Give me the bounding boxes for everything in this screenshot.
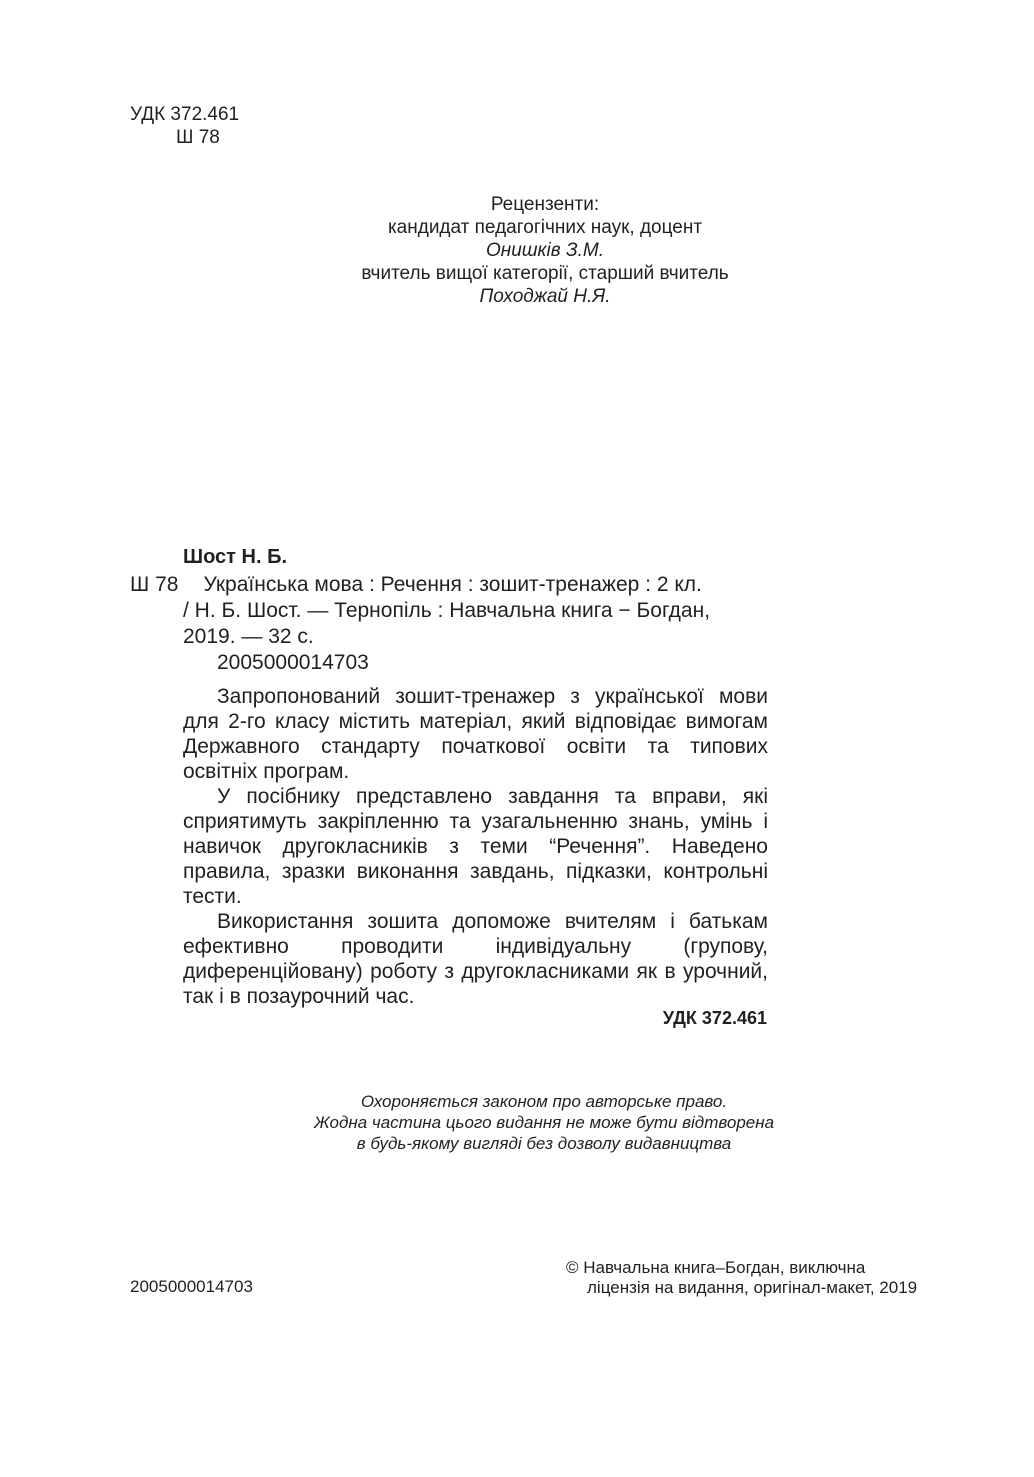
- copyright-line2: Жодна частина цього видання не може бути відтворена: [313, 1113, 775, 1132]
- description-p3: Використання зошита допоможе вчителям і батькам ефективно проводити індивідуальну (групову, диференційовану) роботу з другокласниками як в урочний, так і в позаурочний час.: [183, 910, 768, 1008]
- catalog-author: Шост Н. Б.: [183, 546, 288, 568]
- udk-block: [130, 103, 239, 149]
- reviewers-heading: Рецензенти:: [490, 194, 600, 215]
- catalog-entry: [130, 572, 710, 676]
- isbn-bottom: 2005000014703: [130, 1277, 253, 1296]
- copyright-line3: в будь-якому вигляді без дозволу видавництва: [356, 1134, 732, 1153]
- udk-code: УДК 372.461: [130, 104, 240, 125]
- reviewer1-name: Онишків З.М.: [485, 240, 604, 261]
- catalog-line1: Українська мова : Речення : зошит-тренажер : 2 кл.: [203, 573, 702, 596]
- reviewer2-title: вчитель вищої категорії, старший вчитель: [361, 263, 729, 284]
- reviewers-block: [290, 193, 800, 308]
- udk-bottom: УДК 372.461: [662, 1008, 767, 1028]
- publisher-line1: © Навчальна книга–Богдан, виключна: [566, 1258, 866, 1277]
- description: [183, 684, 768, 1009]
- publisher-block: [566, 1258, 917, 1298]
- reviewer1-title: кандидат педагогічних наук, доцент: [387, 217, 703, 238]
- reviewer2-name: Походжай Н.Я.: [479, 286, 611, 307]
- catalog-line2: / Н. Б. Шост. — Тернопіль : Навчальна книга − Богдан,: [183, 599, 711, 622]
- description-p1: Запропонований зошит-тренажер з української мови для 2-го класу містить матеріал, який відповідає вимогам Державного стандарту початкової освіти та типових освітніх програм.: [183, 685, 768, 783]
- catalog-line3: 2019. — 32 с.: [183, 625, 314, 648]
- catalog-code: Ш 78: [130, 573, 179, 596]
- copyright-line1: Охороняється законом про авторське право.: [360, 1092, 728, 1111]
- publisher-line2: ліцензія на видання, оригінал-макет, 2019: [587, 1278, 918, 1297]
- catalog-isbn: 2005000014703: [217, 651, 369, 674]
- description-p2: У посібнику представлено завдання та вправи, які сприятимуть закріпленню та узагальненню знань, умінь і навичок другокласників з теми “Речення”. Наведено правила, зразки виконання завдань, підказки, контрольні тести.: [183, 785, 768, 908]
- copyright-notice: [280, 1091, 808, 1154]
- author-mark: Ш 78: [176, 127, 220, 148]
